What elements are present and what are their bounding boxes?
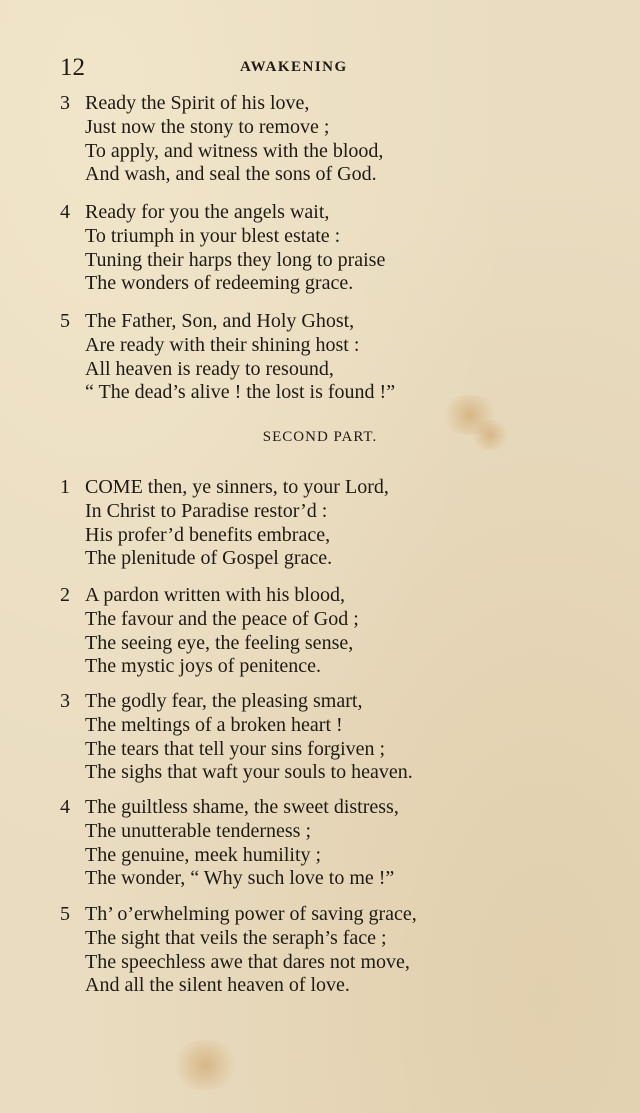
- verse-number: 4: [60, 201, 70, 223]
- verse-line: The tears that tell your sins forgiven ;: [85, 737, 386, 760]
- verse-line: Are ready with their shining host :: [85, 333, 360, 356]
- verse-line: The genuine, meek humility ;: [85, 843, 322, 866]
- verse: [60, 584, 620, 679]
- verse-line: His profer’d benefits embrace,: [85, 523, 331, 546]
- verse: [60, 903, 620, 998]
- verse-line: The plenitude of Gospel grace.: [85, 547, 333, 570]
- verse-line: The wonders of redeeming grace.: [85, 272, 354, 295]
- verse-line: The speechless awe that dares not move,: [85, 950, 410, 973]
- verse: [60, 690, 620, 785]
- verse-line: The wonder, “ Why such love to me !”: [85, 867, 395, 890]
- verse-line: Th’ o’erwhelming power of saving grace,: [85, 903, 417, 925]
- verse-line: Tuning their harps they long to praise: [85, 248, 386, 271]
- page-header: [0, 54, 640, 84]
- section-title: SECOND PART.: [262, 429, 378, 445]
- verse-line: COME then, ye sinners, to your Lord,: [85, 476, 389, 498]
- verse-number: 5: [60, 310, 70, 332]
- verse: [60, 796, 620, 891]
- verse: [60, 476, 620, 571]
- verse-line: And wash, and seal the sons of God.: [85, 163, 377, 186]
- verse-line: The mystic joys of penitence.: [85, 655, 322, 678]
- verse: [60, 310, 620, 405]
- verse-number: 2: [60, 584, 70, 606]
- verse-line: The godly fear, the pleasing smart,: [85, 690, 363, 712]
- verse-line: To apply, and witness with the blood,: [85, 139, 384, 162]
- verse-line: The sight that veils the seraph’s face ;: [85, 926, 387, 949]
- verse-line: The favour and the peace of God ;: [85, 607, 359, 630]
- page-number: 12: [60, 54, 85, 81]
- verse-line: Ready the Spirit of his love,: [85, 92, 310, 114]
- verse-line: And all the silent heaven of love.: [85, 974, 350, 997]
- running-head: AWAKENING: [240, 59, 348, 75]
- verse-line: All heaven is ready to resound,: [85, 357, 334, 380]
- verse-number: 5: [60, 903, 70, 925]
- verse-line: “ The dead’s alive ! the lost is found !”: [85, 381, 396, 404]
- verse-line: The meltings of a broken heart !: [85, 713, 343, 736]
- verse: [60, 201, 620, 296]
- verse-number: 3: [60, 690, 70, 712]
- verse-line: The guiltless shame, the sweet distress,: [85, 796, 399, 818]
- verse-line: Ready for you the angels wait,: [85, 201, 330, 223]
- verse: [60, 92, 620, 187]
- verse-line: A pardon written with his blood,: [85, 584, 345, 606]
- verse-number: 3: [60, 92, 70, 114]
- verse-line: The sighs that waft your souls to heaven.: [85, 761, 413, 784]
- verse-line: The seeing eye, the feeling sense,: [85, 631, 354, 654]
- verse-line: The unutterable tenderness ;: [85, 819, 312, 842]
- verse-number: 1: [60, 476, 70, 498]
- stain-spot: [170, 1040, 240, 1090]
- verse-line: To triumph in your blest estate :: [85, 224, 341, 247]
- verse-number: 4: [60, 796, 70, 818]
- verse-line: Just now the stony to remove ;: [85, 115, 330, 138]
- verse-line: The Father, Son, and Holy Ghost,: [85, 310, 355, 332]
- verse-line: In Christ to Paradise restor’d :: [85, 499, 328, 522]
